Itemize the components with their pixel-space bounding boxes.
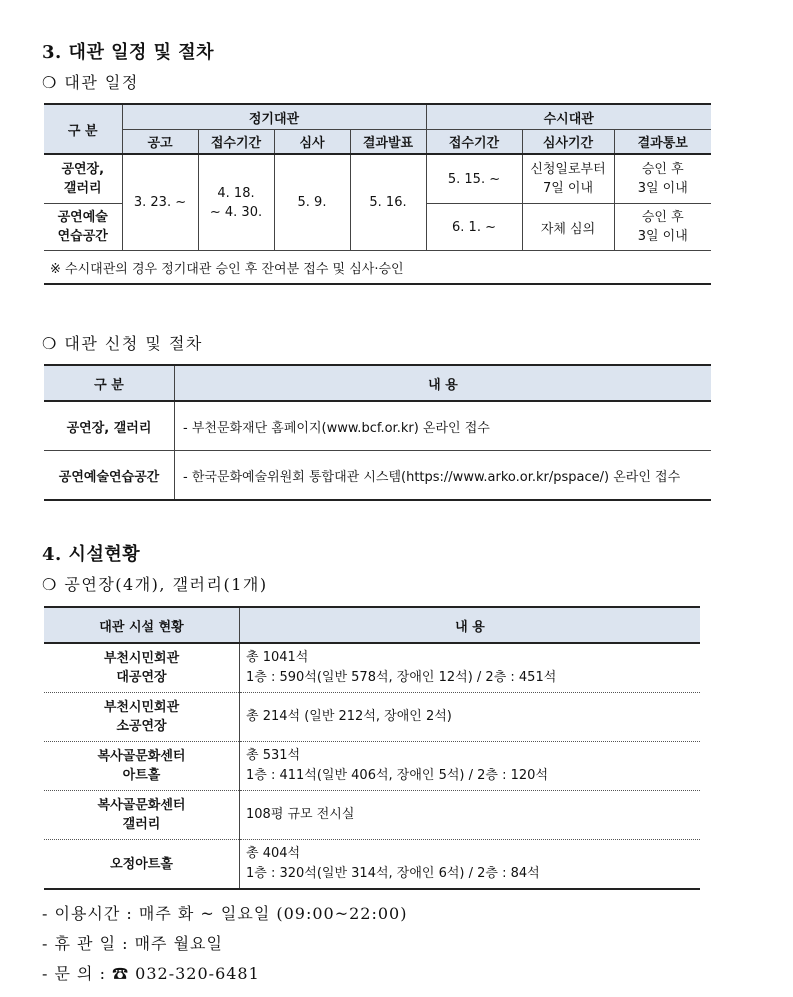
contact-label: - 문 의 :: [42, 964, 106, 983]
schedule-subheader: 접수기간: [426, 130, 522, 155]
facility-name: 부천시민회관 소공연장: [44, 693, 240, 742]
schedule-od-review: 신청일로부터 7일 이내: [522, 154, 614, 204]
facility-name: 오정아트홀: [44, 840, 240, 890]
facility-name: 복사골문화센터 아트홀: [44, 742, 240, 791]
schedule-row-practice-space: 공연예술 연습공간: [44, 204, 122, 251]
schedule-table: [44, 103, 711, 285]
facility-content: 총 214석 (일반 212석, 장애인 2석): [240, 693, 701, 742]
facility-col-content: 내 용: [240, 607, 701, 643]
schedule-heading: ❍ 대관 일정: [42, 73, 139, 92]
procedure-row-label: 공연장, 갤러리: [44, 401, 175, 451]
schedule-group-regular: 정기대관: [122, 104, 426, 130]
procedure-table: [44, 364, 711, 501]
section4-title: 4. 시설현황: [42, 544, 141, 565]
schedule-subheader: 결과발표: [350, 130, 426, 155]
schedule-col-category: 구 분: [44, 104, 122, 154]
facility-content: 총 404석 1층 : 320석(일반 314석, 장애인 6석) / 2층 : 84석: [246, 846, 540, 881]
facility-col-facility: 대관 시설 현황: [44, 607, 240, 643]
schedule-reception-period: 4. 18. ~ 4. 30.: [198, 154, 274, 251]
schedule-notice-date: 3. 23. ~: [122, 154, 198, 251]
contact-number[interactable]: 032-320-6481: [135, 964, 260, 983]
schedule-subheader: 심사: [274, 130, 350, 155]
facility-heading: ❍ 공연장(4개), 갤러리(1개): [42, 575, 268, 594]
usage-hours: - 이용시간 : 매주 화 ~ 일요일 (09:00~22:00): [42, 904, 408, 923]
schedule-note: ※ 수시대관의 경우 정기대관 승인 후 잔여분 접수 및 심사·승인: [44, 251, 711, 285]
contact-line: [42, 961, 260, 984]
facility-content: 총 531석 1층 : 411석(일반 406석, 장애인 5석) / 2층 : 120석: [240, 742, 701, 791]
schedule-od-result: 승인 후 3일 이내: [614, 154, 711, 204]
procedure-col-content: 내 용: [175, 365, 712, 401]
schedule-od-review: 자체 심의: [522, 204, 614, 251]
schedule-row-performance-gallery: 공연장, 갤러리: [44, 154, 122, 204]
closed-day: - 휴 관 일 : 매주 월요일: [42, 934, 223, 953]
facility-table: [44, 606, 700, 890]
schedule-announce-date: 5. 16.: [350, 154, 426, 251]
schedule-subheader: 결과통보: [614, 130, 711, 155]
schedule-od-reception: 5. 15. ~: [426, 154, 522, 204]
procedure-row-label: 공연예술연습공간: [44, 451, 175, 501]
phone-icon: ☎: [112, 964, 130, 983]
facility-content: 108평 규모 전시실: [240, 791, 701, 840]
facility-name: 복사골문화센터 갤러리: [44, 791, 240, 840]
schedule-subheader: 심사기간: [522, 130, 614, 155]
procedure-row-content: - 부천문화재단 홈페이지(www.bcf.or.kr) 온라인 접수: [175, 401, 712, 451]
schedule-od-result: 승인 후 3일 이내: [614, 204, 711, 251]
section3-title: 3. 대관 일정 및 절차: [42, 42, 215, 63]
facility-name: 부천시민회관 대공연장: [44, 643, 240, 693]
procedure-heading: ❍ 대관 신청 및 절차: [42, 334, 203, 353]
procedure-col-category: 구 분: [44, 365, 175, 401]
schedule-review-date: 5. 9.: [274, 154, 350, 251]
schedule-group-ondemand: 수시대관: [426, 104, 711, 130]
schedule-subheader: 접수기간: [198, 130, 274, 155]
schedule-subheader: 공고: [122, 130, 198, 155]
schedule-od-reception: 6. 1. ~: [426, 204, 522, 251]
facility-content: 총 1041석 1층 : 590석(일반 578석, 장애인 12석) / 2층 : 451석: [240, 643, 701, 693]
procedure-row-content: - 한국문화예술위원회 통합대관 시스템(https://www.arko.or.kr/pspace/) 온라인 접수: [175, 451, 712, 501]
